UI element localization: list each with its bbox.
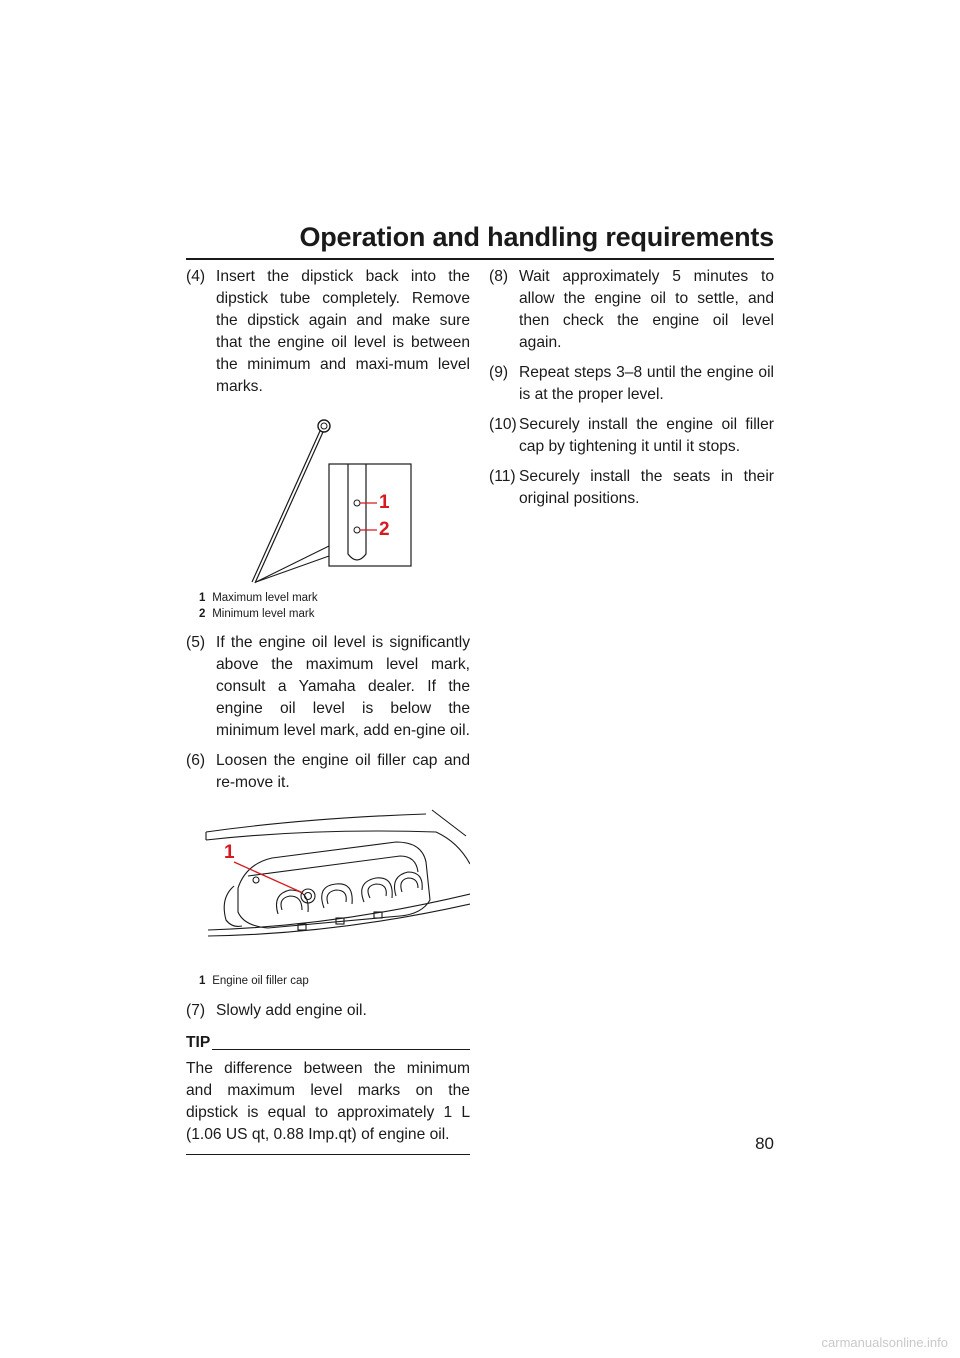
tip-heading-row [186,1034,470,1052]
caption-item [199,606,470,622]
step-text: If the engine oil level is significantly above the maximum level mark, consult a Yamaha dealer. If the engine oil level is below the minimum level mark, add en-gine oil. [216,634,470,739]
caption-number: 1 [199,975,206,987]
step-text: Securely install the engine oil filler cap by tightening it until it stops. [519,416,774,455]
callout-1: 1 [379,492,390,513]
step-number: (7) [186,1002,206,1019]
step-number: (11) [489,468,516,485]
watermark: carmanualsonline.info [821,1335,948,1350]
caption-text: Engine oil filler cap [212,975,309,987]
dipstick-illustration [186,406,470,584]
step-7 [186,1000,470,1022]
figure-caption [199,973,309,989]
callout-2: 2 [379,519,390,540]
caption-text: Maximum level mark [212,592,318,604]
tip-box [186,1034,470,1155]
step-8 [489,266,774,354]
step-5 [186,632,470,742]
tip-heading: TIP [186,1034,211,1051]
page-title: Operation and handling requirements [299,222,774,252]
step-text: Repeat steps 3–8 until the engine oil is at the proper level. [519,364,774,403]
step-number: (8) [489,268,509,285]
caption-item [199,590,470,606]
step-number: (9) [489,364,509,381]
step-6 [186,750,470,794]
tip-rule [212,1049,470,1050]
caption-number: 1 [199,592,206,604]
step-number: (4) [186,268,206,285]
step-11 [489,466,774,510]
step-4 [186,266,470,398]
step-9 [489,362,774,406]
step-number: (10) [489,416,517,433]
step-10 [489,414,774,458]
step-text: Securely install the seats in their original positions. [519,468,774,507]
step-number: (6) [186,752,206,769]
engine-figure [186,802,470,992]
caption-number: 2 [199,608,206,620]
step-text: Loosen the engine oil filler cap and re-move it. [216,752,470,791]
step-text: Wait approximately 5 minutes to allow the engine oil to settle, and then check the engine oil level again. [519,268,774,351]
dipstick-figure [186,406,470,584]
right-column [489,266,774,518]
figure-caption [199,590,470,622]
tip-body: The difference between the minimum and maximum level marks on the dipstick is equal to approximately 1 L (1.06 US qt, 0.88 Imp.qt) of engine oil. [186,1060,470,1143]
page-number: 80 [755,1134,774,1153]
step-text: Insert the dipstick back into the dipstick tube completely. Remove the dipstick again and make sure that the engine oil level is between the minimum and maxi-mum level marks. [216,268,470,395]
left-column [186,266,470,1155]
callout-1: 1 [224,842,235,863]
step-number: (5) [186,634,206,651]
engine-illustration [186,802,470,974]
header-rule [186,258,774,260]
caption-text: Minimum level mark [212,608,315,620]
tip-end-rule [186,1154,470,1155]
step-text: Slowly add engine oil. [216,1002,367,1019]
